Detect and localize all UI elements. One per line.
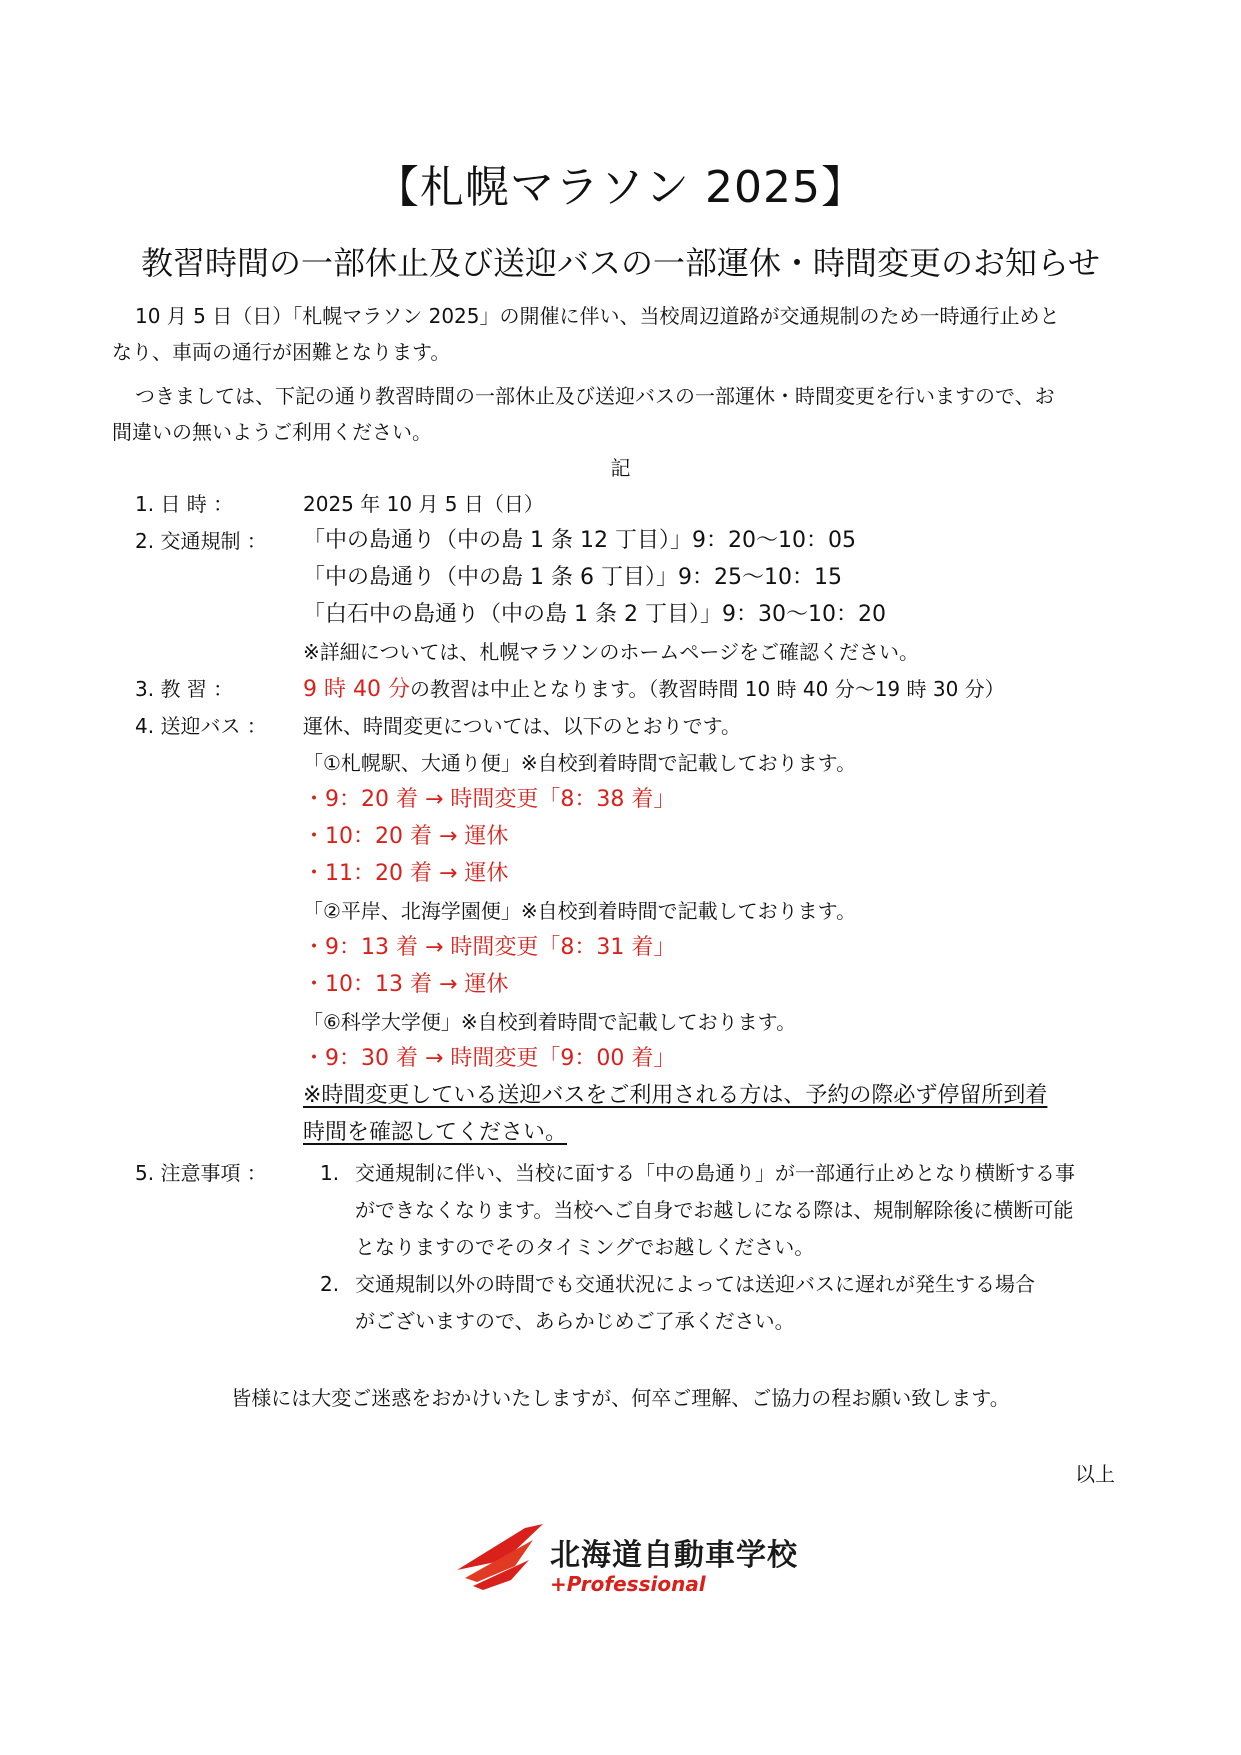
caution-2-line: 交通規制以外の時間でも交通状況によっては送迎バスに遅れが発生する場合	[355, 1272, 1035, 1296]
bus-route-1: 「①札幌駅、大通り便」※自校到着時間で記載しております。	[303, 751, 857, 775]
page-subtitle: 教習時間の一部休止及び送迎バスの一部運休・時間変更のお知らせ	[140, 244, 1101, 282]
bus-route-1-item: ・9：20 着 → 時間変更「8：38 着」	[303, 787, 676, 812]
caution-1-line: 交通規制に伴い、当校に面する「中の島通り」が一部通行止めとなり横断する事	[355, 1161, 1075, 1185]
intro-p2-line1: つきましては、下記の通り教習時間の一部休止及び送迎バスの一部運休・時間変更を行いますので、お	[135, 384, 1055, 408]
bus-route-6: 「⑥科学大学便」※自校到着時間で記載しております。	[303, 1010, 797, 1034]
traffic-line: 「白石中の島通り（中の島 1 条 2 丁目）」9：30～10：20	[303, 602, 886, 627]
item-lesson-label: 3. 教 習 ：	[135, 677, 234, 701]
traffic-note: ※詳細については、札幌マラソンのホームページをご確認ください。	[303, 640, 919, 664]
ijou-text: 以上	[1075, 1462, 1115, 1486]
lesson-cancel-text: の教習は中止となります。（教習時間 10 時 40 分～19 時 30 分）	[409, 677, 1005, 701]
caution-number: 2.	[320, 1272, 340, 1296]
bus-intro: 運休、時間変更については、以下のとおりです。	[303, 714, 741, 738]
logo-tagline: +Professional	[550, 1572, 706, 1596]
lesson-cancel-time: 9 時 40 分	[303, 677, 410, 702]
ki-heading: 記	[610, 456, 631, 480]
item-date-label: 1. 日 時 ：	[135, 492, 234, 516]
caution-1-line: ができなくなります。当校へご自身でお越しになる際は、規制解除後に横断可能	[355, 1198, 1074, 1222]
item-caution-label: 5. 注意事項 ：	[135, 1161, 267, 1185]
closing-message: 皆様には大変ご迷惑をおかけいたしますが、何卒ご理解、ご協力の程お願い致します。	[231, 1386, 1010, 1410]
traffic-line: 「中の島通り（中の島 1 条 12 丁目）」9：20～10：05	[303, 528, 856, 553]
bus-route-2-item: ・9：13 着 → 時間変更「8：31 着」	[303, 935, 676, 960]
caution-2-line: がございますので、あらかじめご了承ください。	[355, 1309, 795, 1333]
wing-logo-icon	[455, 1520, 545, 1600]
bus-note-line2: 時間を確認してください。	[303, 1120, 568, 1145]
item-date-value: 2025 年 10 月 5 日（日）	[303, 492, 544, 516]
bus-note-line1: ※時間変更している送迎バスをご利用される方は、予約の際必ず停留所到着	[303, 1083, 1048, 1108]
bus-route-2: 「②平岸、北海学園便」※自校到着時間で記載しております。	[303, 899, 857, 923]
school-logo	[455, 1520, 815, 1610]
intro-p2-line2: 間違いの無いようご利用ください。	[112, 420, 432, 444]
bus-route-2-item: ・10：13 着 → 運休	[303, 972, 509, 997]
page-title: 【札幌マラソン 2025】	[375, 162, 866, 213]
item-lesson-value	[303, 675, 1005, 704]
intro-p1-line1: 10 月 5 日（日）「札幌マラソン 2025」の開催に伴い、当校周辺道路が交通規制のため一時通行止めと	[135, 304, 1060, 328]
item-bus-label: 4. 送迎バス ：	[135, 714, 267, 738]
caution-number: 1.	[320, 1161, 340, 1185]
traffic-line: 「中の島通り（中の島 1 条 6 丁目）」9：25～10：15	[303, 565, 842, 590]
caution-1-line: となりますのでそのタイミングでお越しください。	[355, 1235, 815, 1259]
logo-school-name: 北海道自動車学校	[550, 1538, 798, 1573]
bus-route-1-item: ・11：20 着 → 運休	[303, 861, 509, 886]
bus-route-1-item: ・10：20 着 → 運休	[303, 824, 509, 849]
intro-p1-line2: なり、車両の通行が困難となります。	[112, 340, 451, 364]
item-traffic-label: 2. 交通規制 ：	[135, 529, 267, 553]
bus-route-6-item: ・9：30 着 → 時間変更「9：00 着」	[303, 1046, 676, 1071]
